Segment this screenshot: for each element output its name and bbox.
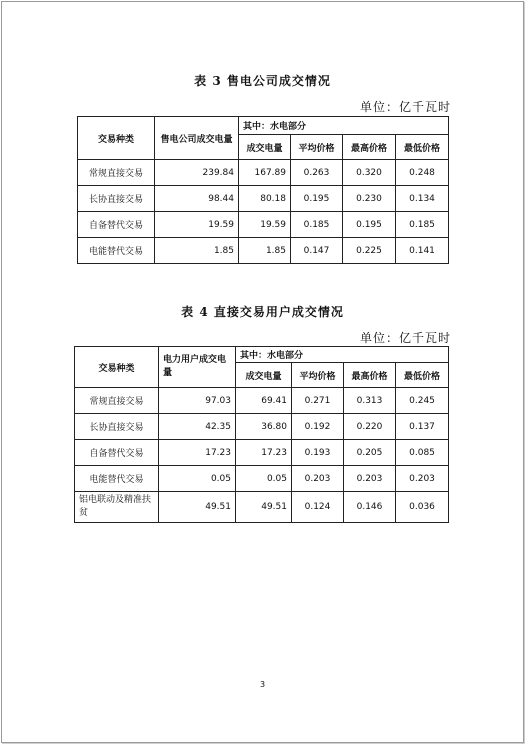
row-hydro: 36.80 [236,414,292,440]
table3-unit: 单位：亿千瓦时 [360,100,452,114]
row-avg: 0.271 [292,388,344,414]
table3-header-group: 其中：水电部分 [239,117,449,135]
row-type: 铝电联动及精准扶贫 [75,492,159,523]
table3-title: 表 3 售电公司成交情况 [194,74,331,88]
row-hydro: 1.85 [239,238,291,264]
row-type: 常规直接交易 [75,388,159,414]
table-row [75,492,449,523]
row-type: 自备替代交易 [78,212,155,238]
row-min: 0.248 [396,160,449,186]
table4-header-avg-price: 平均价格 [292,363,344,388]
row-type: 电能替代交易 [75,466,159,492]
row-avg: 0.263 [291,160,343,186]
table3-header-max-price: 最高价格 [343,135,396,160]
row-volume: 239.84 [155,160,239,186]
row-hydro: 49.51 [236,492,292,523]
row-avg: 0.192 [292,414,344,440]
row-volume: 19.59 [155,212,239,238]
table4-header-hydro-volume: 成交电量 [236,363,292,388]
row-hydro: 69.41 [236,388,292,414]
table3-header-type: 交易种类 [78,117,155,160]
row-volume: 17.23 [159,440,236,466]
table-row [78,160,449,186]
table4-header-min-price: 最低价格 [396,363,449,388]
row-min: 0.134 [396,186,449,212]
table-row [75,414,449,440]
row-avg: 0.203 [292,466,344,492]
row-avg: 0.195 [291,186,343,212]
table4-unit: 单位：亿千瓦时 [360,331,452,345]
row-volume: 97.03 [159,388,236,414]
table-row [78,212,449,238]
table4 [74,346,449,523]
row-hydro: 19.59 [239,212,291,238]
table-row [75,466,449,492]
table3-header-min-price: 最低价格 [396,135,449,160]
row-avg: 0.124 [292,492,344,523]
row-avg: 0.193 [292,440,344,466]
row-max: 0.220 [344,414,396,440]
row-type: 常规直接交易 [78,160,155,186]
row-min: 0.085 [396,440,449,466]
table4-header-max-price: 最高价格 [344,363,396,388]
row-type: 自备替代交易 [75,440,159,466]
row-max: 0.320 [343,160,396,186]
row-max: 0.230 [343,186,396,212]
page-number: 3 [259,680,266,689]
row-hydro: 80.18 [239,186,291,212]
table3-header-avg-price: 平均价格 [291,135,343,160]
table3-header-hydro-volume: 成交电量 [239,135,291,160]
row-volume: 0.05 [159,466,236,492]
row-max: 0.195 [343,212,396,238]
row-max: 0.146 [344,492,396,523]
row-min: 0.036 [396,492,449,523]
row-min: 0.141 [396,238,449,264]
row-hydro: 0.05 [236,466,292,492]
table-row [75,388,449,414]
table-row [78,238,449,264]
row-max: 0.313 [344,388,396,414]
row-volume: 1.85 [155,238,239,264]
row-avg: 0.185 [291,212,343,238]
row-volume: 49.51 [159,492,236,523]
table3-header-volume: 售电公司成交电量 [155,117,239,160]
row-hydro: 17.23 [236,440,292,466]
row-min: 0.185 [396,212,449,238]
row-volume: 42.35 [159,414,236,440]
table4-title: 表 4 直接交易用户成交情况 [181,305,344,319]
table-row [75,440,449,466]
row-max: 0.205 [344,440,396,466]
table-row [78,186,449,212]
table4-header-type: 交易种类 [75,347,159,388]
row-min: 0.137 [396,414,449,440]
row-min: 0.245 [396,388,449,414]
row-avg: 0.147 [291,238,343,264]
row-type: 长协直接交易 [75,414,159,440]
table4-header-volume: 电力用户成交电量 [159,347,236,388]
row-volume: 98.44 [155,186,239,212]
row-type: 电能替代交易 [78,238,155,264]
table3 [77,116,449,264]
row-min: 0.203 [396,466,449,492]
row-type: 长协直接交易 [78,186,155,212]
row-max: 0.225 [343,238,396,264]
row-max: 0.203 [344,466,396,492]
row-hydro: 167.89 [239,160,291,186]
table4-header-group: 其中：水电部分 [236,347,449,363]
